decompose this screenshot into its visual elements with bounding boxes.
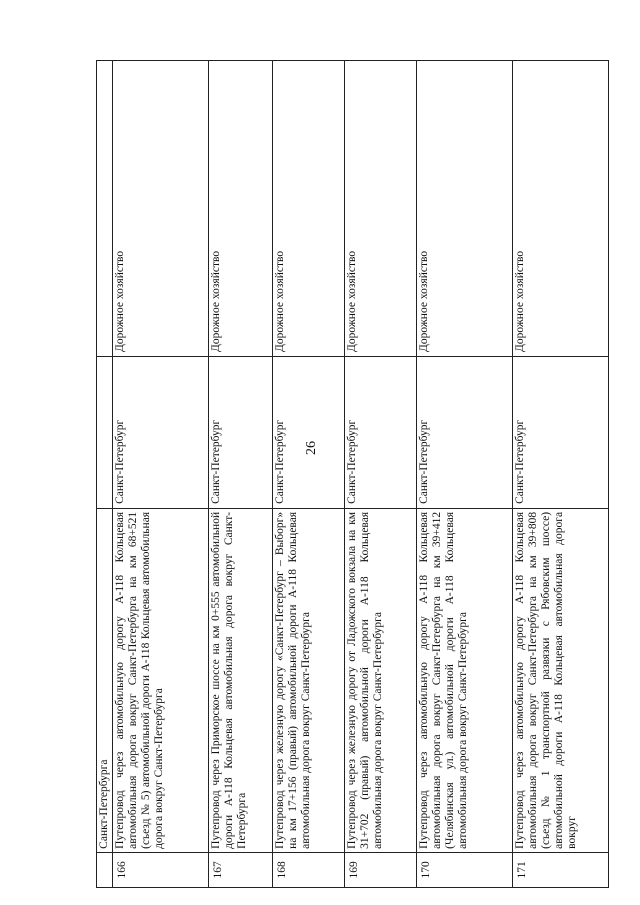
row-description: Путепровод через автомобильную дорогу А-118 Кольцевая автомобильная дорога вокруг Санкт-Петербурга на км 68+521 (съезд № 5) автомобильной дороги А-118 Кольцевая автомобильная дорога вокруг Санкт-Петербурга xyxy=(113,508,209,852)
table-cell xyxy=(97,852,113,887)
row-city: Санкт-Петербург xyxy=(273,356,345,508)
row-number: 167 xyxy=(209,852,273,887)
row-number: 170 xyxy=(417,852,513,887)
row-city: Санкт-Петербург xyxy=(513,356,609,508)
row-description: Путепровод через железную дорогу от Ладожского вокзала на км 31+702 (правый) автомобильной дороги А-118 Кольцевая автомобильная дорога вокруг Санкт-Петербурга xyxy=(345,508,417,852)
table-row xyxy=(273,61,345,888)
page-number: 26 xyxy=(304,441,319,455)
row-city: Санкт-Петербург xyxy=(209,356,273,508)
row-kind: Дорожное хозяйство xyxy=(513,61,609,357)
continuation-cell: Санкт-Петербурга xyxy=(97,508,113,852)
row-number: 166 xyxy=(113,852,209,887)
table-row xyxy=(209,61,273,888)
table-cell xyxy=(97,61,113,357)
row-kind: Дорожное хозяйство xyxy=(345,61,417,357)
row-description: Путепровод через автомобильную дорогу А-118 Кольцевая автомобильная дорога вокруг Санкт-Петербурга на км 39+808 (съезд № 1 транспортной развязки с Рябовским шоссе) автомобильной дороги А-118 Кольцевая автомобильная дорога вокруг xyxy=(513,508,609,852)
row-kind: Дорожное хозяйство xyxy=(113,61,209,357)
row-kind: Дорожное хозяйство xyxy=(273,61,345,357)
table-cell xyxy=(97,356,113,508)
table-row xyxy=(113,61,209,888)
row-description: Путепровод через Приморское шоссе на км 0+555 автомобильной дороги А-118 Кольцевая автомобильная дорога вокруг Санкт-Петербурга xyxy=(209,508,273,852)
row-number: 168 xyxy=(273,852,345,887)
row-city: Санкт-Петербург xyxy=(345,356,417,508)
table-row xyxy=(513,61,609,888)
row-city: Санкт-Петербург xyxy=(417,356,513,508)
row-description: Путепровод через автомобильную дорогу А-118 Кольцевая автомобильная дорога вокруг Санкт-Петербурга на км 39+412 (Челябинская ул.) автомобильной дороги А-118 Кольцевая автомобильная дорога вокруг Санкт-Петербурга xyxy=(417,508,513,852)
row-city: Санкт-Петербург xyxy=(113,356,209,508)
objects-table xyxy=(96,60,609,888)
table-row xyxy=(345,61,417,888)
continuation-row xyxy=(97,61,113,888)
row-number: 171 xyxy=(513,852,609,887)
table-row xyxy=(417,61,513,888)
rotated-table-container xyxy=(96,60,613,888)
table-body xyxy=(97,61,609,888)
row-description: Путепровод через железную дорогу «Санкт-Петербург – Выборг» на км 17+156 (правый) автомобильной дороги А-118 Кольцевая автомобильная дорога вокруг Санкт-Петербурга xyxy=(273,508,345,852)
row-kind: Дорожное хозяйство xyxy=(417,61,513,357)
row-number: 169 xyxy=(345,852,417,887)
row-kind: Дорожное хозяйство xyxy=(209,61,273,357)
